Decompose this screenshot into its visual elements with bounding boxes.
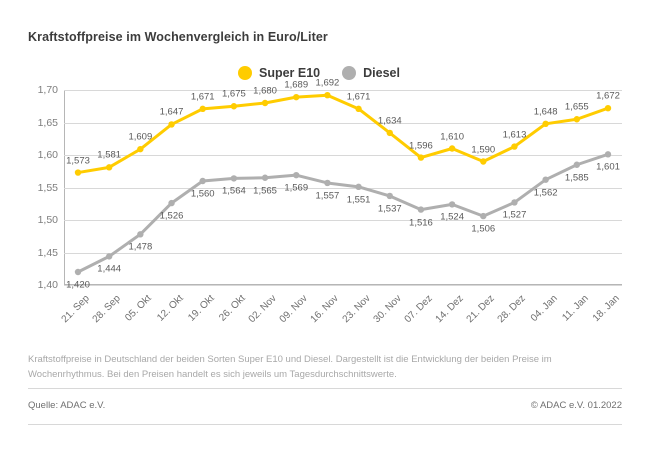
x-axis-tick-label: 26. Okt bbox=[217, 293, 248, 324]
data-point-label: 1,609 bbox=[128, 131, 153, 143]
data-point-label: 1,562 bbox=[533, 187, 558, 199]
data-point-label: 1,680 bbox=[253, 85, 277, 97]
data-point-label: 1,524 bbox=[440, 211, 464, 223]
y-axis-tick-label: 1,40 bbox=[37, 279, 58, 291]
data-point bbox=[480, 213, 486, 219]
y-axis-tick-label: 1,70 bbox=[37, 84, 58, 96]
data-point-label: 1,634 bbox=[377, 115, 402, 127]
data-point bbox=[605, 151, 611, 157]
legend-label-diesel: Diesel bbox=[363, 66, 400, 80]
series-line-diesel bbox=[78, 154, 608, 272]
data-point bbox=[387, 130, 393, 136]
divider bbox=[28, 388, 622, 389]
data-point-label: 1,506 bbox=[471, 223, 496, 235]
y-axis-tick-label: 1,45 bbox=[37, 246, 58, 259]
data-point bbox=[542, 121, 548, 127]
data-point-label: 1,564 bbox=[221, 185, 246, 197]
data-point bbox=[355, 184, 361, 190]
data-point-label: 1,478 bbox=[128, 241, 153, 253]
x-axis-tick-label: 14. Dez bbox=[433, 293, 466, 326]
legend-marker-diesel bbox=[342, 66, 356, 80]
data-point-label: 1,672 bbox=[596, 90, 620, 102]
data-point bbox=[106, 164, 112, 170]
data-point bbox=[200, 178, 206, 184]
data-point-label: 1,420 bbox=[66, 279, 90, 291]
data-point-label: 1,596 bbox=[409, 140, 433, 152]
data-point bbox=[293, 172, 299, 178]
data-point-label: 1,648 bbox=[533, 106, 558, 118]
data-point bbox=[387, 193, 393, 199]
data-point-label: 1,551 bbox=[346, 194, 371, 206]
data-point bbox=[355, 106, 361, 112]
data-point bbox=[262, 100, 268, 106]
data-point bbox=[75, 269, 81, 275]
data-point-label: 1,526 bbox=[159, 210, 184, 222]
x-axis-tick-label: 12. Okt bbox=[154, 293, 186, 324]
chart-footnote: Kraftstoffpreise in Deutschland der beiden Sorten Super E10 und Diesel. Dargestellt ist die Entwicklung der beiden Preise im Wochenrhythmus. Bei den Preisen handelt es sich jeweils um Tagesdurchschnittswerte. bbox=[28, 354, 552, 380]
x-axis-tick-label: 16. Nov bbox=[309, 293, 342, 326]
data-point bbox=[324, 180, 330, 186]
data-point-label: 1,671 bbox=[346, 91, 371, 103]
y-axis-tick-label: 1,50 bbox=[37, 214, 58, 226]
data-point-label: 1,557 bbox=[315, 190, 340, 202]
legend-label-super-e10: Super E10 bbox=[259, 66, 321, 80]
x-axis-tick-label: 09. Nov bbox=[277, 293, 311, 326]
source-label: Quelle: ADAC e.V. bbox=[28, 400, 106, 411]
data-point bbox=[542, 177, 548, 183]
x-axis-tick-label: 23. Nov bbox=[340, 293, 373, 326]
data-point bbox=[262, 175, 268, 181]
x-axis-tick-label: 30. Nov bbox=[371, 293, 404, 326]
data-point bbox=[168, 200, 174, 206]
data-point bbox=[231, 175, 237, 181]
data-point-label: 1,675 bbox=[221, 88, 246, 100]
data-point-label: 1,537 bbox=[377, 203, 402, 215]
data-point-label: 1,613 bbox=[502, 129, 527, 141]
data-point bbox=[480, 158, 486, 164]
data-point-label: 1,601 bbox=[596, 161, 620, 173]
x-axis-tick-label: 21. Dez bbox=[464, 293, 498, 326]
y-axis-tick-label: 1,60 bbox=[37, 149, 58, 161]
x-axis-tick-label: 21. Sep bbox=[59, 293, 92, 326]
data-point-label: 1,671 bbox=[190, 91, 215, 103]
page-title: Kraftstoffpreise im Wochenvergleich in Euro/Liter bbox=[28, 30, 328, 44]
data-point-label: 1,444 bbox=[97, 263, 122, 275]
data-point bbox=[324, 92, 330, 98]
data-point-label: 1,655 bbox=[564, 101, 589, 113]
gridline bbox=[64, 285, 622, 286]
x-axis-tick-label: 28. Sep bbox=[90, 293, 123, 326]
data-point bbox=[511, 143, 517, 149]
copyright-label: © ADAC e.V. 01.2022 bbox=[530, 400, 622, 411]
data-point-label: 1,573 bbox=[66, 155, 90, 167]
x-axis-tick-label: 18. Jan bbox=[590, 293, 622, 324]
data-point bbox=[168, 121, 174, 127]
data-point bbox=[293, 94, 299, 100]
plot-area bbox=[37, 77, 622, 326]
data-point bbox=[449, 145, 455, 151]
legend-item-diesel bbox=[342, 66, 400, 80]
x-axis-tick-label: 04. Jan bbox=[528, 293, 560, 324]
data-point-label: 1,581 bbox=[97, 149, 122, 161]
x-axis-tick-label: 05. Okt bbox=[123, 293, 155, 324]
x-axis-tick-label: 28. Dez bbox=[496, 293, 529, 326]
data-point bbox=[418, 154, 424, 160]
data-point-label: 1,610 bbox=[440, 131, 464, 142]
x-axis-tick-label: 07. Dez bbox=[402, 293, 435, 326]
data-point bbox=[137, 146, 143, 152]
data-point bbox=[200, 106, 206, 112]
data-point-label: 1,692 bbox=[315, 77, 340, 89]
data-point-label: 1,565 bbox=[253, 185, 277, 197]
data-point-label: 1,560 bbox=[190, 188, 215, 200]
data-point bbox=[574, 116, 580, 122]
x-axis-tick-label: 11. Jan bbox=[560, 293, 591, 324]
data-point bbox=[418, 206, 424, 212]
data-point-label: 1,590 bbox=[471, 144, 496, 155]
data-point-label: 1,585 bbox=[564, 172, 589, 184]
data-point-label: 1,516 bbox=[409, 217, 433, 229]
divider-bottom bbox=[28, 424, 622, 425]
data-point-label: 1,647 bbox=[159, 106, 184, 118]
legend-item-super-e10 bbox=[238, 66, 320, 80]
x-axis-tick-label: 19. Okt bbox=[185, 293, 217, 324]
data-point bbox=[231, 103, 237, 109]
data-point bbox=[106, 253, 112, 259]
data-point bbox=[449, 201, 455, 207]
data-point bbox=[574, 162, 580, 168]
legend-marker-super-e10 bbox=[238, 66, 252, 80]
data-point-label: 1,569 bbox=[284, 182, 309, 194]
data-point bbox=[137, 231, 143, 237]
data-point bbox=[605, 105, 611, 111]
x-axis-tick-label: 02. Nov bbox=[246, 293, 279, 326]
y-axis-tick-label: 1,55 bbox=[37, 181, 58, 194]
y-axis-tick-label: 1,65 bbox=[37, 116, 58, 129]
data-point bbox=[511, 199, 517, 205]
data-point bbox=[75, 169, 81, 175]
data-point-label: 1,689 bbox=[284, 79, 309, 91]
data-point-label: 1,527 bbox=[502, 209, 527, 221]
series-line-super-e10 bbox=[78, 95, 608, 172]
